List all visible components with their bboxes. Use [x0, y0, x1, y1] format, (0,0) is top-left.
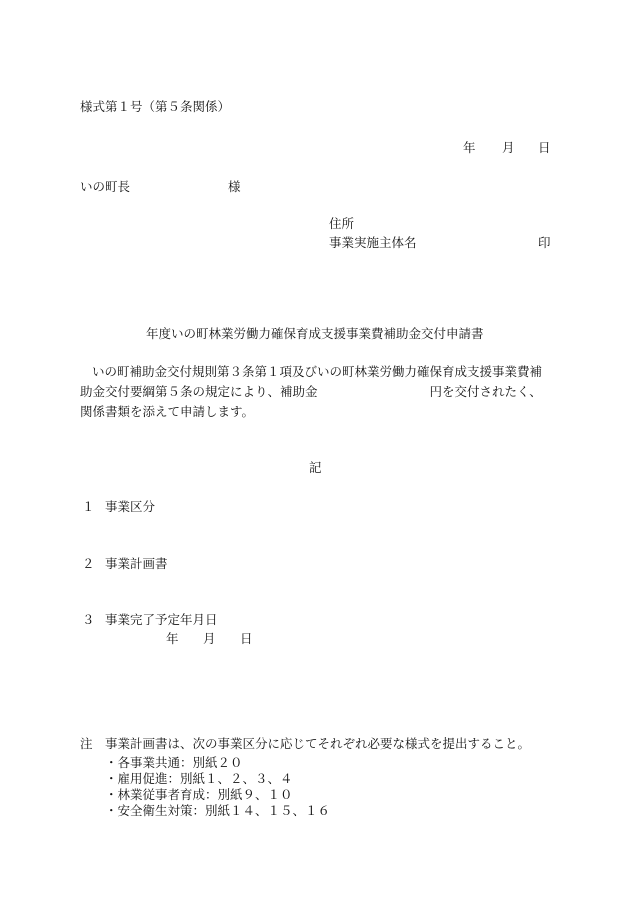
note-label: 注 [80, 736, 93, 751]
ki-heading: 記 [309, 460, 322, 475]
note-list-item: ・各事業共通：別紙２０ [105, 755, 243, 770]
body-paragraph [80, 362, 550, 422]
item-number: ２ [82, 556, 95, 571]
body-text-part2: 円を交付されたく、関係書類を添えて申請します。 [80, 384, 542, 419]
form-number: 様式第１号（第５条関係） [80, 99, 231, 114]
date-day-label: 日 [538, 140, 551, 155]
address-label: 住所 [329, 216, 355, 231]
entity-name-label: 事業実施主体名 [329, 235, 417, 250]
item-label: 事業区分 [105, 499, 156, 514]
addressee-honorific: 様 [228, 179, 241, 194]
item-label: 事業計画書 [105, 556, 168, 571]
addressee-name: いの町長 [80, 179, 131, 194]
completion-day-label: 日 [240, 631, 253, 646]
item-number: １ [82, 499, 95, 514]
completion-month-label: 月 [203, 631, 216, 646]
body-text-part1: いの町補助金交付規則第３条第１項及びいの町林業労働力確保育成支援事業費補助金交付要綱第５条の規定により、補助金 [80, 364, 543, 399]
completion-year-label: 年 [166, 631, 179, 646]
document-title: 年度いの町林業労働力確保育成支援事業費補助金交付申請書 [146, 326, 484, 341]
note-text: 事業計画書は、次の事業区分に応じてそれぞれ必要な様式を提出すること。 [105, 736, 531, 751]
seal-mark: 印 [538, 235, 551, 250]
date-month-label: 月 [502, 140, 515, 155]
item-number: ３ [82, 612, 95, 627]
item-label: 事業完了予定年月日 [105, 612, 218, 627]
note-list-item: ・林業従事者育成：別紙９、１０ [105, 787, 293, 802]
note-list-item: ・雇用促進：別紙１、２、３、４ [105, 771, 293, 786]
note-list-item: ・安全衛生対策：別紙１４、１５、１６ [105, 803, 331, 818]
date-year-label: 年 [463, 140, 476, 155]
